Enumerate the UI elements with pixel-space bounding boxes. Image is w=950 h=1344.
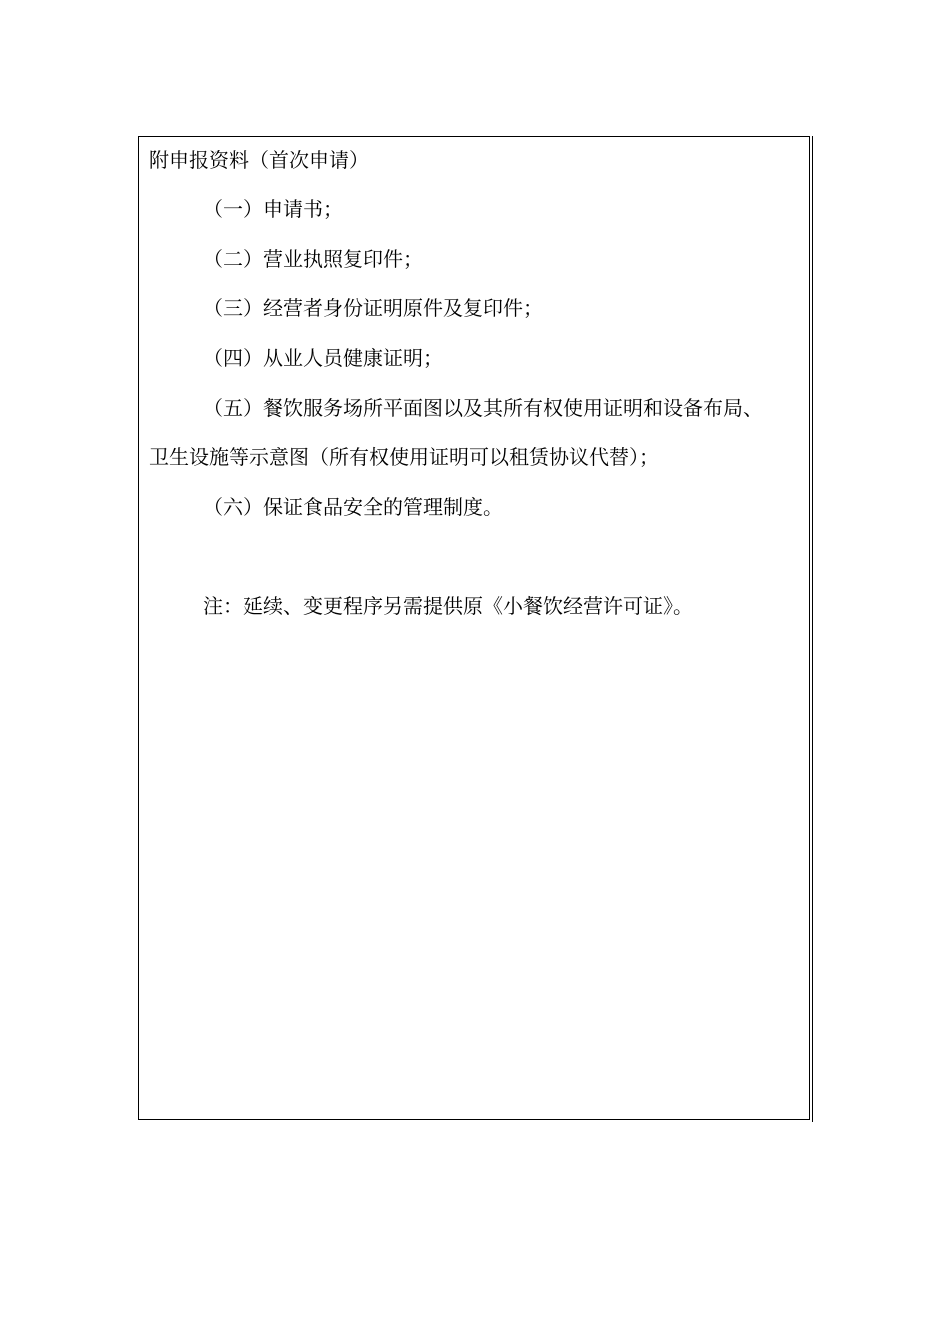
item-floor-plan: （五）餐饮服务场所平面图以及其所有权使用证明和设备布局、: [203, 396, 763, 420]
item-health-certificate: （四）从业人员健康证明；: [203, 346, 443, 370]
item-business-license: （二）营业执照复印件；: [203, 247, 423, 271]
item-floor-plan-continued: 卫生设施等示意图（所有权使用证明可以租赁协议代替）；: [149, 445, 659, 469]
item-application-form: （一）申请书；: [203, 197, 343, 221]
application-materials-box: [138, 136, 810, 1120]
note-renewal: 注：延续、变更程序另需提供原《小餐饮经营许可证》。: [203, 594, 693, 618]
heading-materials: 附申报资料（首次申请）: [149, 148, 369, 172]
item-operator-id: （三）经营者身份证明原件及复印件；: [203, 296, 543, 320]
item-food-safety-rules: （六）保证食品安全的管理制度。: [203, 495, 503, 519]
